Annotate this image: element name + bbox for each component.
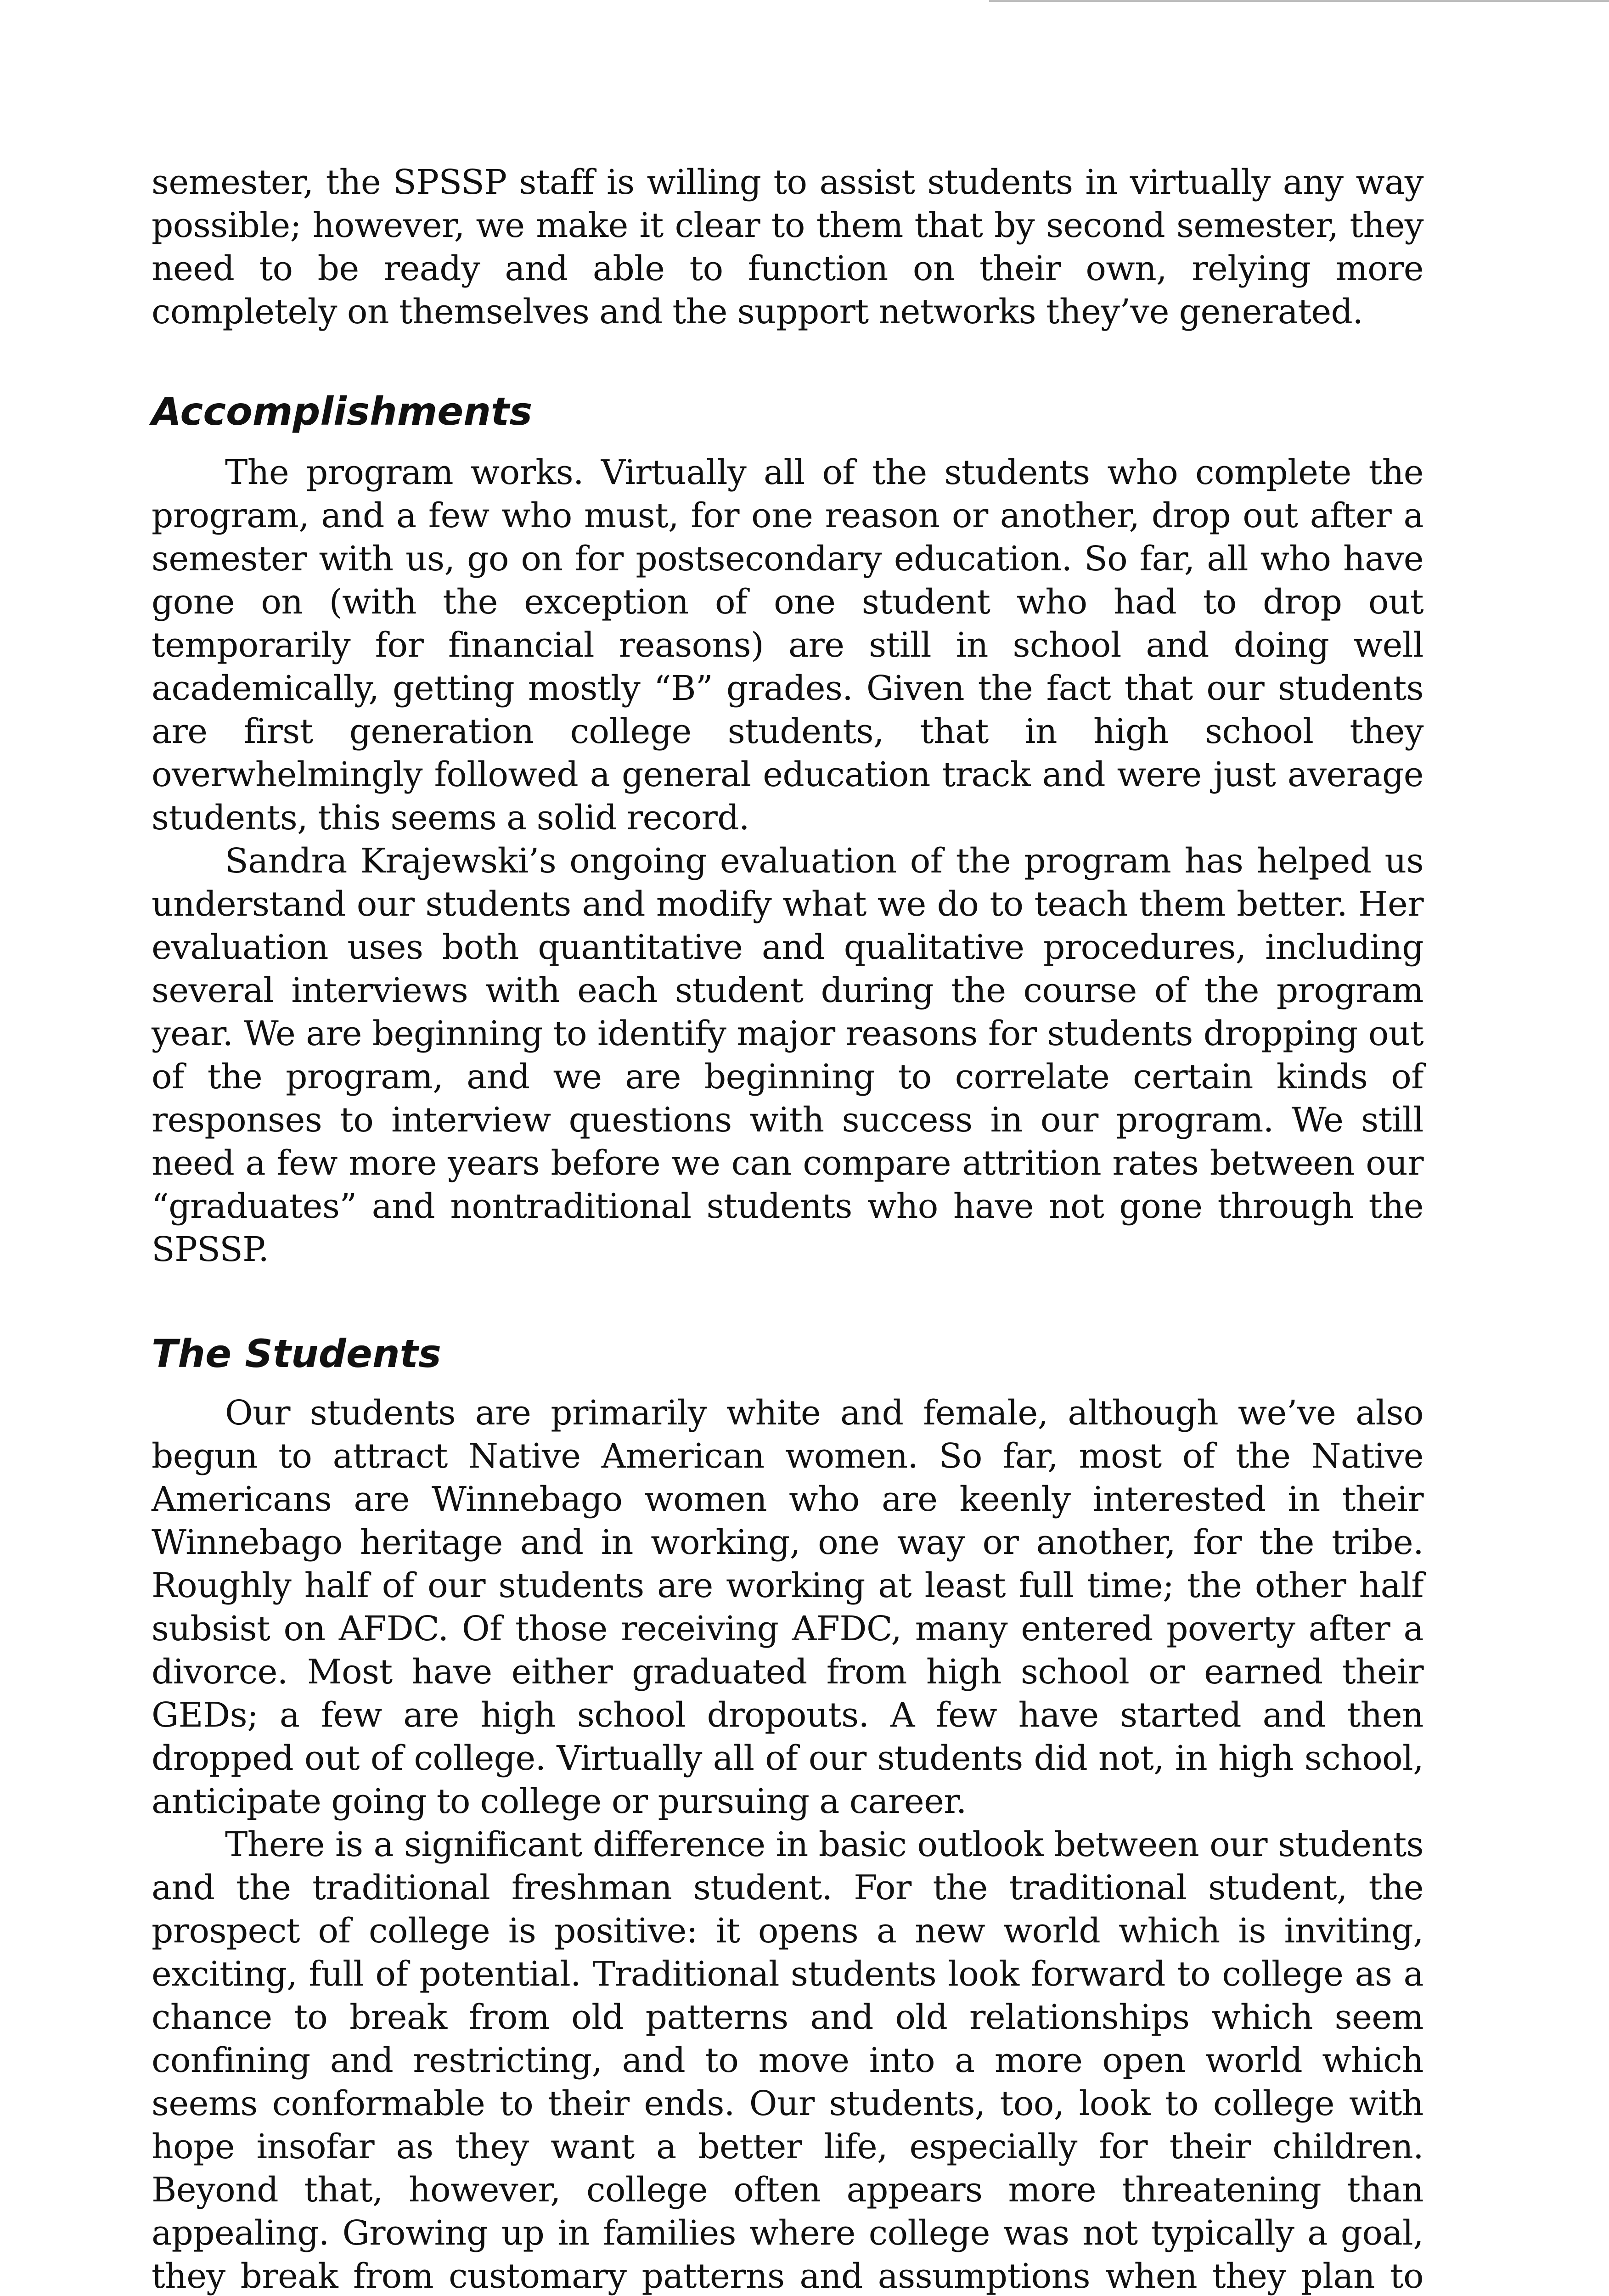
accomplishments-paragraph-1: The program works. Virtually all of the students who complete the program, and a few who must, for one reason or another, drop out after a semester with us, go on for postsecondary education. So far, all who have gone on (with the exception of one student who had to drop out temporarily for financial reasons) are still in school and doing well academically, getting mostly “B” grades. Given the fact that our students are first generation college students, that in high school they overwhelmingly followed a general education track and were just average students, this seems a solid record. [152,453,1423,838]
section-heading-the-students: The Students [152,1331,441,1376]
students-paragraph-1: Our students are primarily white and female, although we’ve also begun to attract Native American women. So far, most of the Native Americans are Winnebago women who are keenly interested in their Winnebago heritage and in working, one way or another, for the tribe. Roughly half of our students are working at least full time; the other half subsist on AFDC. Of those receiving AFDC, many entered poverty after a divorce. Most have either graduated from high school or earned their GEDs; a few are high school dropouts. A few have started and then dropped out of college. Virtually all of our students did not, in high school, anticipate going to college or pursuing a career. [152,1393,1423,1821]
students-paragraph-2: There is a significant difference in basic outlook between our students and the traditional freshman student. For the traditional student, the prospect of college is positive: it opens a new world which is inviting, exciting, full of potential. Traditional students look forward to college as a chance to break from old patterns and old relationships which seem confining and restricting, and to move into a more open world which seems conformable to their ends. Our students, too, look to college with hope insofar as they want a better life, especially for their children. Beyond that, however, college often appears more threatening than appealing. Growing up in families where college was not typically a goal, they break from customary patterns and assumptions when they plan to [152,1825,1423,2296]
top-edge-rule [989,0,1609,2]
section-heading-accomplishments: Accomplishments [152,389,533,434]
opening-paragraph: semester, the SPSSP staff is willing to assist students in virtually any way possible; however, we make it clear to them that by second semester, they need to be ready and able to function on their own, relying more completely on themselves and the support networks they’ve generated. [152,163,1423,332]
page-body [152,161,1423,2296]
accomplishments-paragraph-2: Sandra Krajewski’s ongoing evaluation of the program has helped us understand our students and modify what we do to teach them better. Her evaluation uses both quantitative and qualitative procedures, including several interviews with each student during the course of the program year. We are beginning to identify major reasons for students dropping out of the program, and we are beginning to correlate certain kinds of responses to interview questions with success in our program. We still need a few more years before we can compare attrition rates between our “graduates” and nontraditional students who have not gone through the SPSSP. [152,841,1423,1269]
